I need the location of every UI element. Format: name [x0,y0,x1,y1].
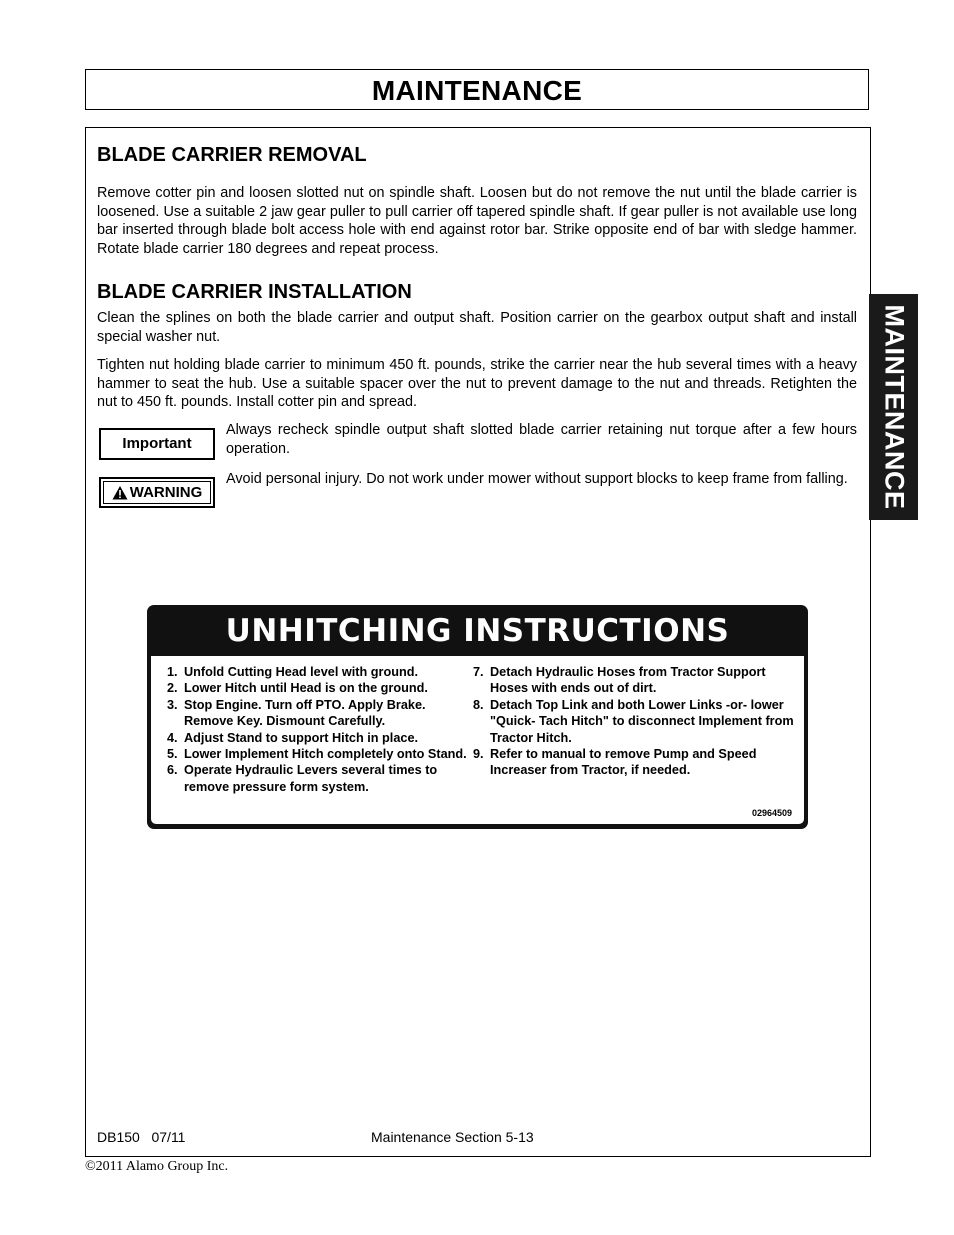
copyright-notice: ©2011 Alamo Group Inc. [85,1159,229,1174]
decal-step: 5. Lower Implement Hitch completely onto Stand. [167,747,467,762]
installation-paragraph-1: Clean the splines on both the blade carrier and output shaft. Position carrier on the gearbox output shaft and install special washer nut. [97,310,857,345]
warning-note-text: Avoid personal injury. Do not work under mower without support blocks to keep frame from falling. [226,471,848,487]
footer-document-id: DB150 07/11 [97,1129,186,1145]
decal-left-column [167,664,467,795]
removal-heading: BLADE CARRIER REMOVAL [97,144,367,166]
decal-step: 3. Stop Engine. Turn off PTO. Apply Brake. Remove Key. Dismount Carefully. [167,697,426,729]
installation-paragraph-2: Tighten nut holding blade carrier to minimum 450 ft. pounds, strike the carrier near the hub several times with a heavy hammer to seat the hub. Use a suitable spacer over the nut to prevent damage to the nut and threads. Retighten the nut to 450 ft. pounds. Install cotter pin and spread. [97,357,857,411]
decal-step: 9. Refer to manual to remove Pump and Speed Increaser from Tractor, if needed. [473,747,757,778]
important-label: Important [99,428,215,460]
decal-step: 6. Operate Hydraulic Levers several times to remove pressure form system. [167,763,438,794]
decal-step: 7. Detach Hydraulic Hoses from Tractor Support Hoses with ends out of dirt. [473,665,766,696]
decal-body [151,656,804,824]
side-tab-label: MAINTENANCE [879,304,909,510]
decal-step: 2. Lower Hitch until Head is on the ground. [167,681,428,696]
decal-right-column [473,664,795,779]
decal-step: 4. Adjust Stand to support Hitch in place. [167,730,419,745]
installation-heading: BLADE CARRIER INSTALLATION [97,281,412,303]
warning-label-text: WARNING [129,484,203,501]
decal-title: UNHITCHING INSTRUCTIONS [225,613,730,649]
header-box [85,69,869,110]
decal-step: 1. Unfold Cutting Head level with ground. [167,665,419,679]
footer-page-number: Maintenance Section 5-13 [371,1129,534,1145]
section-side-tab [869,294,918,520]
important-note-text: Always recheck spindle output shaft slotted blade carrier retaining nut torque after a few hours operation. [226,422,857,457]
warning-label-inner [103,481,211,504]
page-title: MAINTENANCE [371,75,583,106]
warning-triangle-icon [112,485,128,500]
decal-part-number: 02964509 [751,808,792,818]
warning-label [99,477,215,508]
unhitching-decal [147,605,808,829]
removal-text: Remove cotter pin and loosen slotted nut on spindle shaft. Loosen but do not remove the nut until the blade carrier is loosened. Use a suitable 2 jaw gear puller to pull carrier off tapered spindle shaft. If gear puller is not available use long bar inserted through blade bolt access hole with end against rotor bar. Strike opposite end of bar with sledge hammer. Rotate blade carrier 180 degrees and repeat process. [97,185,857,257]
decal-step: 8. Detach Top Link and both Lower Links -or- lower "Quick- Tach Hitch" to disconnect Implement from Tractor Hitch. [473,697,794,745]
